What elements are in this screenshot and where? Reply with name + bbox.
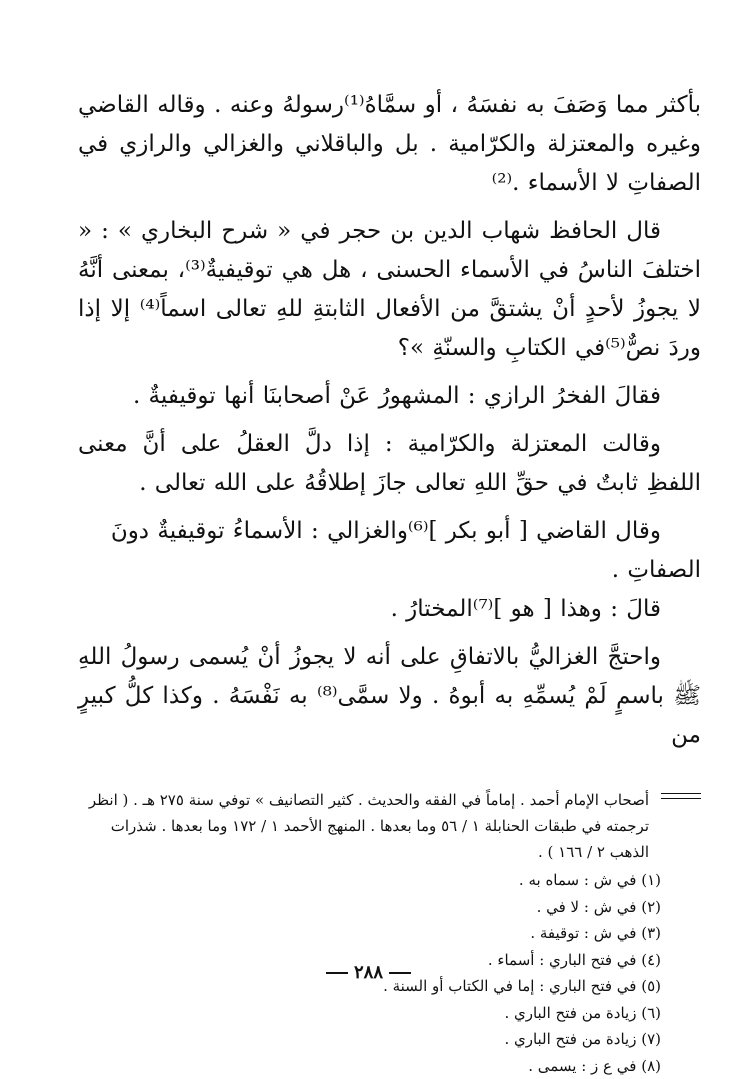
paragraph-3: فقالَ الفخرُ الرازي : المشهورُ عَنْ أصحابنَا أنها توقيفيةٌ .: [78, 377, 701, 416]
footnote-item: (٥) في فتح الباري : إما في الكتاب أو السنة .: [78, 973, 701, 1000]
page-number-dash-left: [326, 972, 348, 974]
paragraph-7: واحتجَّ الغزاليُّ بالاتفاقِ على أنه لا يجوزُ أنْ يُسمى رسولُ اللهِ ﷺ باسمٍ لَمْ يُسمِّهِ به أبوهُ . ولا سمَّى⁽⁸⁾ به نَفْسَهُ . وكذا كلُّ كبيرٍ من: [78, 638, 701, 755]
footnote-item: (٦) زيادة من فتح الباري .: [78, 1000, 701, 1027]
paragraph-4: وقالت المعتزلة والكرّامية : إذا دلَّ العقلُ على أنَّ معنى اللفظِ ثابتٌ في حقِّ اللهِ تعالى جازَ إطلاقُهُ على الله تعالى .: [78, 425, 701, 503]
footnote-item: (٧) زيادة من فتح الباري .: [78, 1026, 701, 1053]
footnote-item: (٣) في ش : توقيفة .: [78, 920, 701, 947]
paragraph-6: قالَ : وهذا [ هو ]⁽⁷⁾المختارُ .: [78, 590, 701, 629]
footnotes: [78, 787, 701, 1079]
page-number-dash-right: [389, 972, 411, 974]
page-content: [78, 86, 701, 1079]
footnote-divider: [78, 791, 701, 801]
footnote-item: (٢) في ش : لا في .: [78, 894, 701, 921]
page-number-value: ٢٨٨: [354, 962, 383, 983]
paragraph-1: بأكثر مما وَصَفَ به نفسَهُ ، أو سمَّاهُ⁽¹⁾رسولهُ وعنه . وقاله القاضي وغيره والمعتزلة والكرّامية . بل والباقلاني والغزالي والرازي في الصفاتِ لا الأسماء .⁽²⁾: [78, 86, 701, 203]
footnote-item: (١) في ش : سماه به .: [78, 867, 701, 894]
footnote-rule: [661, 793, 701, 799]
main-text: [78, 86, 701, 755]
footnote-item: (٨) في ع ز : يسمى .: [78, 1053, 701, 1079]
paragraph-5: وقال القاضي [ أبو بكر ]⁽⁶⁾والغزالي : الأسماءُ توقيفيةٌ دونَ الصفاتِ .: [78, 512, 701, 590]
footnote-continuation: أصحاب الإمام أحمد . إماماً في الفقه والحديث . كثير التصانيف » توفي سنة ٢٧٥ هـ . ( انظر ترجمته في طبقات الحنابلة ١ / ٥٦ وما بعدها . المنهج الأحمد ١ / ١٧٢ وما بعدها . شذرات الذهب ٢ / ١٦٦ ) .: [78, 787, 701, 865]
page-number: [0, 962, 737, 983]
footnote-item: (٤) في فتح الباري : أسماء .: [78, 947, 701, 974]
paragraph-2: قال الحافظ شهاب الدين بن حجر في « شرح البخاري » : « اختلفَ الناسُ في الأسماء الحسنى ، هل هي توقيفيةٌ⁽³⁾، بمعنى أنَّهُ لا يجوزُ لأحدٍ أنْ يشتقَّ من الأفعال الثابتةِ للهِ تعالى اسماً⁽⁴⁾ إلا إذا وردَ نصٌّ⁽⁵⁾في الكتابِ والسنّةِ »؟: [78, 212, 701, 368]
